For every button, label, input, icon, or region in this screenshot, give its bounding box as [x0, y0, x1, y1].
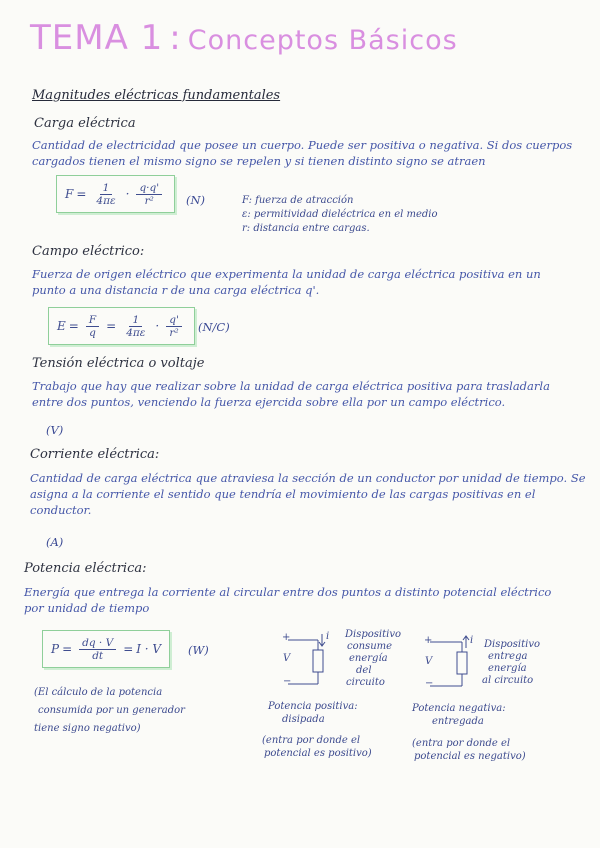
campo-q-num: q'	[166, 314, 182, 327]
carga-q-den: r²	[144, 194, 154, 207]
circuit2-caption-0: Potencia negativa:	[412, 703, 506, 714]
circuit1-label-0: Dispositivo	[345, 629, 401, 640]
campo-formula-k	[123, 314, 148, 339]
circuit1-label-2: energía	[349, 653, 388, 664]
campo-formula-f	[86, 314, 99, 339]
circuit2-resistor	[457, 652, 467, 674]
circuit2-caption-1: entregada	[432, 716, 484, 727]
campo-k-num: 1	[129, 314, 142, 327]
carga-text: Cantidad de electricidad que posee un cuerpo. Puede ser positiva o negativa. Si dos cuerpos cargados tienen el mismo signo se repelen y si tienen distinto signo se atraen	[32, 138, 573, 168]
title-tema: TEMA 1	[30, 18, 164, 58]
circuit1-label-1: consume	[347, 641, 393, 652]
title-separator: :	[169, 18, 182, 58]
carga-legend-2: r: distancia entre cargas.	[242, 223, 370, 234]
potencia-formula-lhs: P	[51, 642, 60, 656]
section-heading: Magnitudes eléctricas fundamentales	[32, 88, 281, 103]
potencia-note-1: consumida por un generador	[38, 705, 185, 716]
circuit2-minus: −	[425, 678, 434, 689]
page-title	[30, 18, 458, 58]
circuit1-label-4: circuito	[346, 677, 385, 688]
circuit2-label-3: al circuito	[482, 675, 534, 686]
circuit2-label-2: energía	[488, 663, 527, 674]
potencia-formula-eq2: =	[123, 642, 134, 656]
carga-k-den: 4πε	[96, 194, 116, 207]
potencia-formula-box	[42, 630, 170, 668]
circuit1-i: i	[326, 631, 330, 642]
campo-formula-q	[166, 314, 182, 339]
campo-heading: Campo eléctrico:	[32, 244, 145, 259]
campo-unit: (N/C)	[198, 320, 230, 334]
carga-k-num: 1	[100, 182, 113, 195]
potencia-unit: (W)	[188, 643, 209, 657]
carga-formula-eq: =	[76, 187, 87, 201]
campo-formula-box	[48, 307, 195, 345]
potencia-formula-d	[79, 637, 116, 662]
corriente-heading: Corriente eléctrica:	[30, 447, 160, 462]
campo-formula-eq: =	[68, 319, 79, 333]
carga-formula-box	[56, 175, 175, 213]
campo-q-den: r²	[169, 326, 179, 339]
circuit1-resistor	[313, 650, 323, 672]
campo-f-den: q	[89, 326, 96, 339]
circuit1-minus: −	[283, 676, 292, 687]
circuit2-paren-0: (entra por donde el	[412, 738, 511, 749]
title-topic: Conceptos Básicos	[187, 25, 458, 56]
circuit1-caption-0: Potencia positiva:	[268, 701, 358, 712]
campo-text: Fuerza de origen eléctrico que experimenta la unidad de carga eléctrica positiva en un punto a una distancia r de una carga eléctrica q'.	[32, 267, 541, 297]
corriente-text: Cantidad de carga eléctrica que atraviesa la sección de un conductor por unidad de tiempo. Se asigna a la corriente el sentido que tendría el movimiento de las cargas positivas en el conductor.	[30, 471, 586, 517]
carga-unit: (N)	[186, 193, 206, 207]
potencia-note-0: (El cálculo de la potencia	[34, 687, 163, 698]
circuit1-v: V	[283, 653, 291, 664]
circuit1-caption-1: disipada	[282, 714, 325, 725]
carga-formula-q	[136, 182, 162, 207]
campo-f-num: F	[86, 314, 99, 327]
circuit2-paren-1: potencial es negativo)	[414, 751, 526, 762]
campo-formula-lhs: E	[57, 319, 66, 333]
potencia-d-den: dt	[92, 649, 104, 662]
carga-q-num: q·q'	[136, 182, 162, 195]
campo-k-den: 4πε	[126, 326, 146, 339]
carga-formula-k	[93, 182, 118, 207]
circuit1-paren-1: potencial es positivo)	[264, 748, 372, 759]
potencia-text: Energía que entrega la corriente al circular entre dos puntos a distinto potencial eléctrico por unidad de tiempo	[24, 585, 552, 615]
campo-formula-dot: ·	[155, 319, 160, 333]
potencia-heading: Potencia eléctrica:	[24, 561, 147, 576]
circuit2-label-0: Dispositivo	[484, 639, 540, 650]
carga-formula-lhs: F	[65, 187, 74, 201]
campo-formula-eq2: =	[106, 319, 117, 333]
potencia-formula-rhs: I · V	[136, 642, 162, 656]
circuit1-plus: +	[282, 632, 291, 643]
carga-legend-0: F: fuerza de atracción	[242, 195, 354, 206]
tension-unit: (V)	[46, 423, 64, 437]
tension-heading: Tensión eléctrica o voltaje	[32, 356, 205, 371]
potencia-note-2: tiene signo negativo)	[34, 723, 141, 734]
circuit1-label-3: del	[356, 665, 372, 676]
tension-text: Trabajo que hay que realizar sobre la unidad de carga eléctrica positiva para trasladarla entre dos puntos, venciendo la fuerza ejercida sobre ella por un campo eléctrico.	[32, 379, 550, 409]
circuit2-i: i	[470, 635, 474, 646]
carga-heading: Carga eléctrica	[34, 116, 136, 131]
potencia-d-num: dq · V	[79, 637, 116, 650]
potencia-formula-eq: =	[62, 642, 73, 656]
circuit2-label-1: entrega	[488, 651, 528, 662]
circuit2-v: V	[425, 656, 433, 667]
carga-formula-dot: ·	[125, 187, 130, 201]
circuit2-plus: +	[424, 635, 433, 646]
circuit1-paren-0: (entra por donde el	[262, 735, 361, 746]
corriente-unit: (A)	[46, 535, 64, 549]
carga-legend-1: ε: permitividad dieléctrica en el medio	[242, 209, 438, 220]
